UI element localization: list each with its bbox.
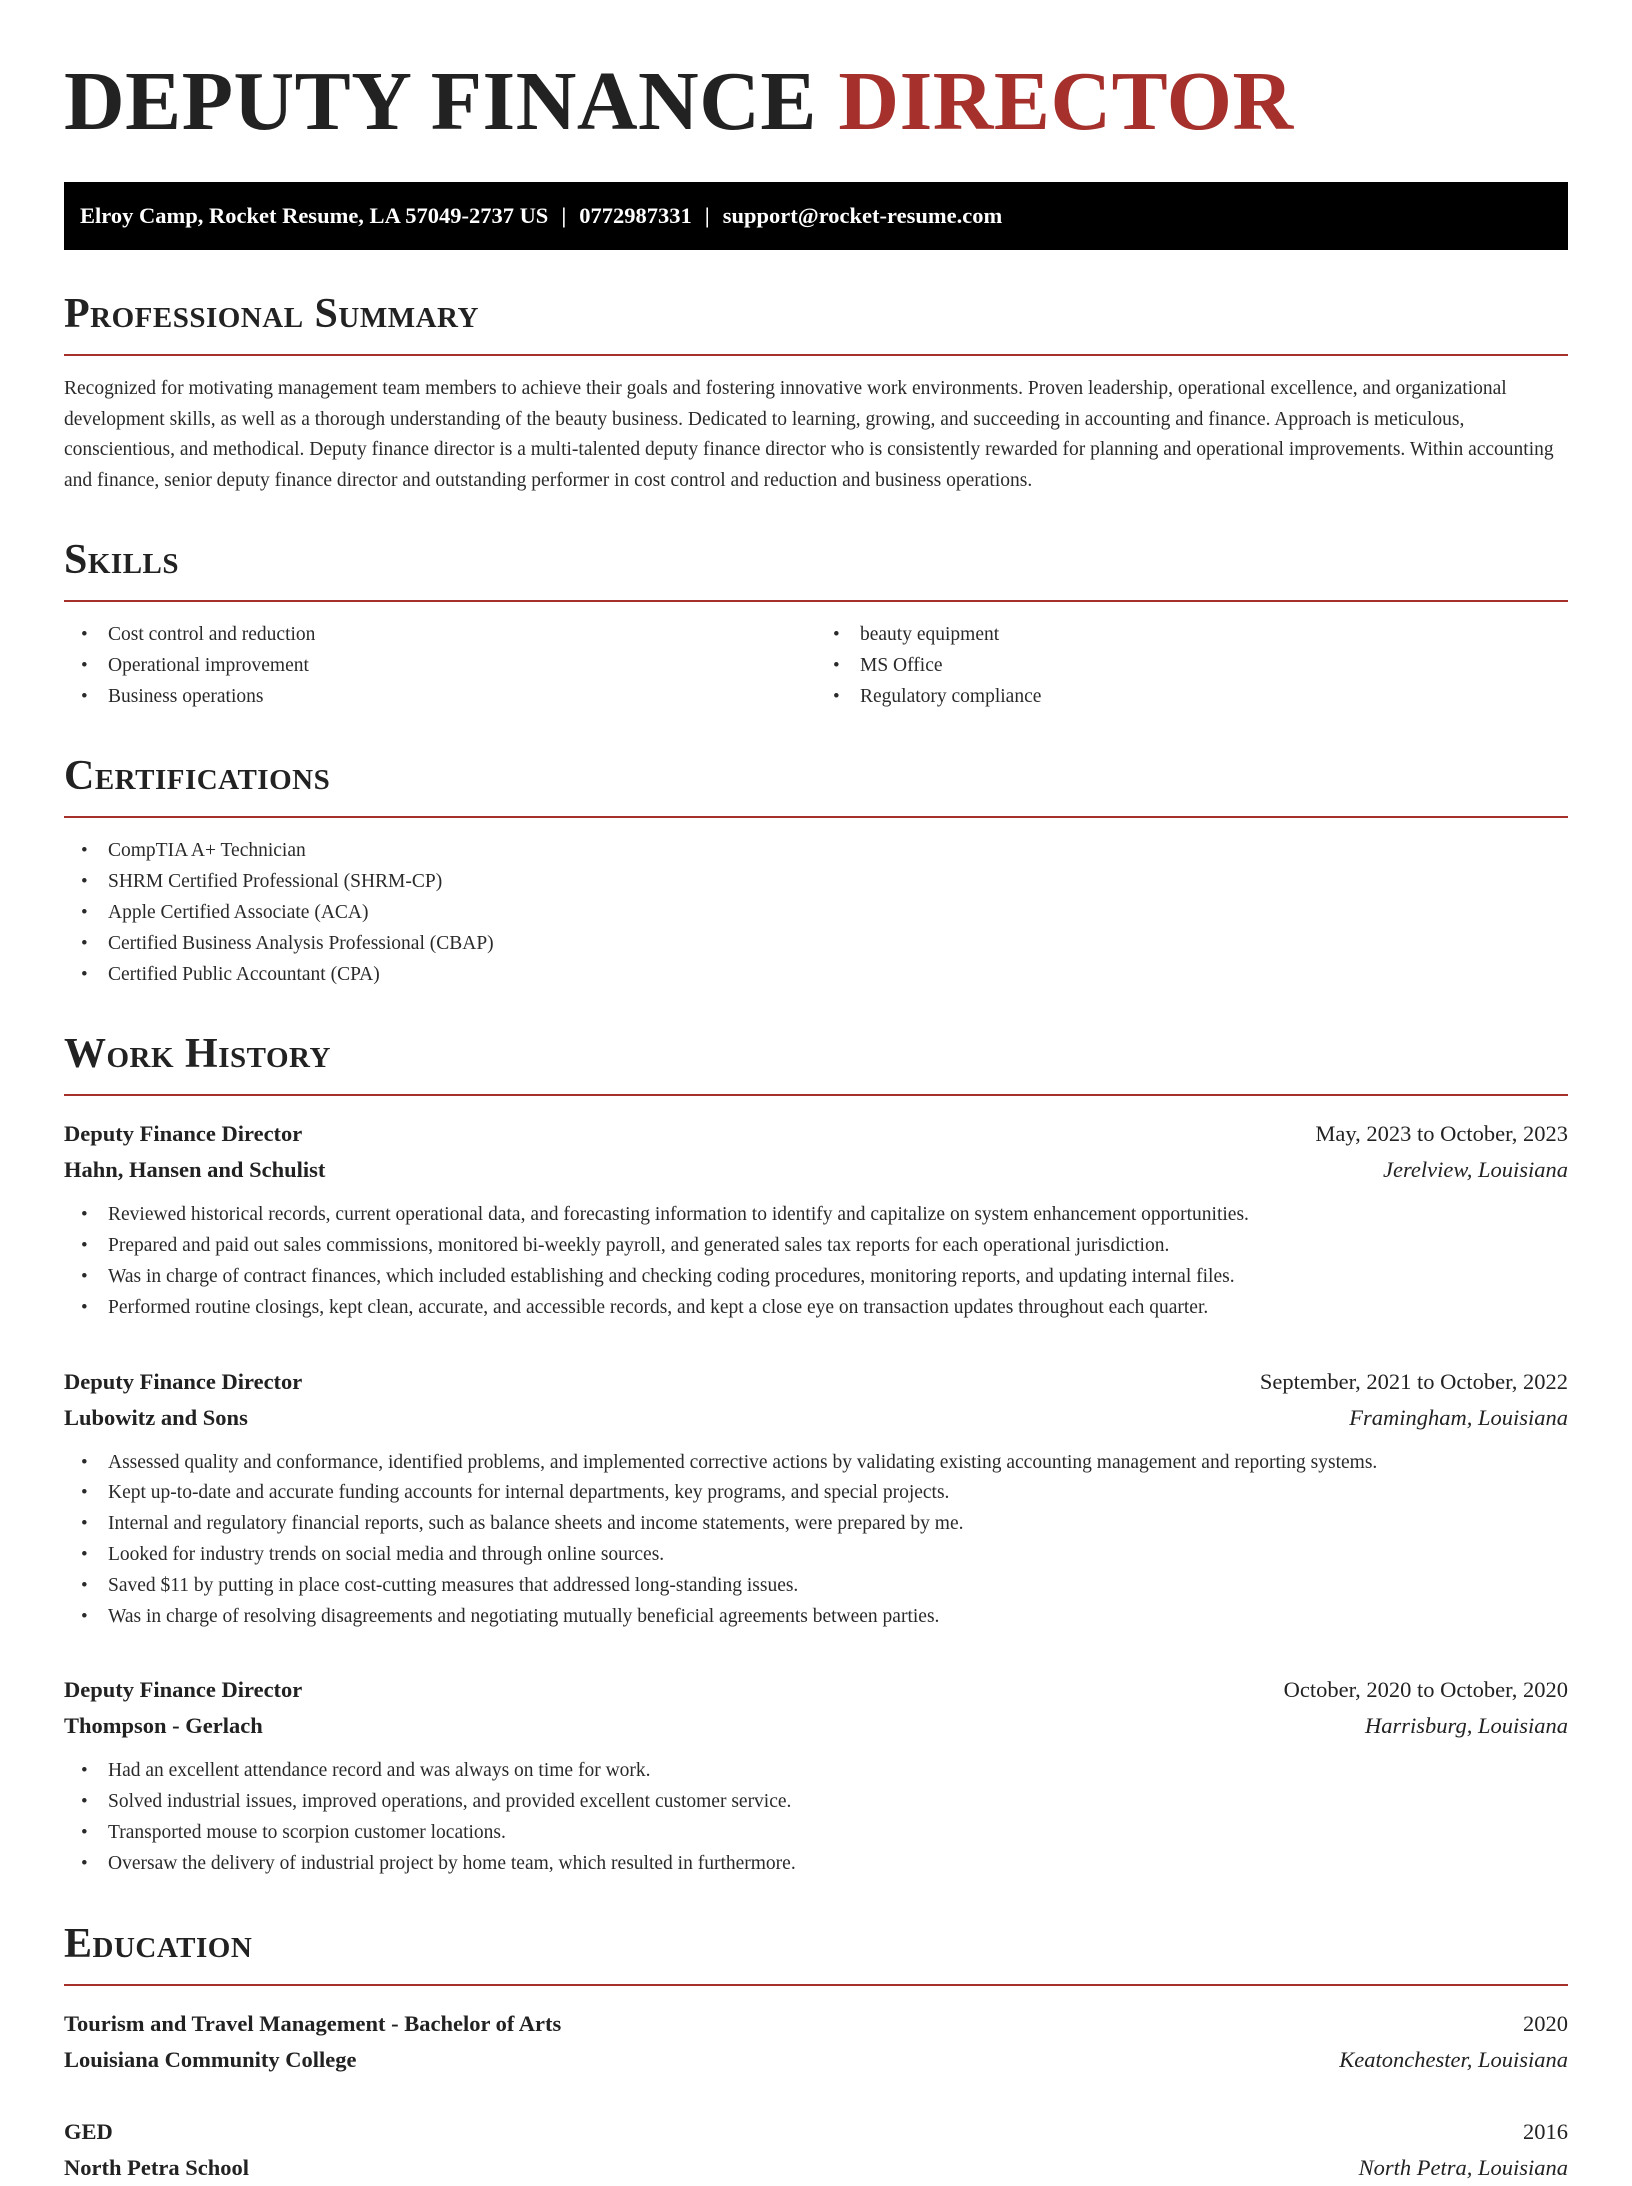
job-entry [64,1364,1568,1633]
job-location: Harrisburg, Louisiana [1365,1713,1568,1739]
job-header-row [64,1116,1568,1152]
education-year: 2016 [1523,2118,1568,2144]
section-divider [64,1984,1568,1986]
education-header-row [64,2114,1568,2150]
job-company-row [64,1400,1568,1436]
job-bullet: • Was in charge of resolving disagreements and negotiating mutually beneficial agreements between parties. [64,1602,1568,1633]
skills-grid [64,602,1568,712]
job-company-row [64,1708,1568,1744]
summary-text: Recognized for motivating management team members to achieve their goals and fostering innovative work environments. Proven leadership, operational excellence, and organizational development skills, as well as a thorough understanding of the beauty business. Dedicated to learning, growing, and succeeding in accounting and finance. Approach is meticulous, conscientious, and methodical. Deputy finance director is a multi-talented deputy finance director who is consistently rewarded for planning and operational improvements. Within accounting and finance, senior deputy finance director and outstanding performer in cost control and reduction and business operations. [64,378,1554,491]
certification-item: • CompTIA A+ Technician [64,836,1568,867]
job-bullet: • Prepared and paid out sales commissions, monitored bi-weekly payroll, and generated sales tax reports for each operational jurisdiction. [64,1231,1568,1262]
contact-separator: | [704,203,710,228]
education-entry [64,2114,1568,2186]
skill-item: • Business operations [64,682,816,713]
job-company: Thompson - Gerlach [64,1713,263,1739]
job-bullet: • Reviewed historical records, current operational data, and forecasting information to identify and capitalize on system enhancement opportunities. [64,1200,1568,1231]
job-bullet: • Assessed quality and conformance, identified problems, and implemented corrective actions by validating existing accounting management and reporting systems. [64,1448,1568,1479]
skills-list-right [816,620,1568,712]
education-year: 2020 [1523,2010,1568,2036]
skill-item: • MS Office [816,651,1568,682]
certification-item: • Certified Business Analysis Professional (CBAP) [64,929,1568,960]
certification-item: • Certified Public Accountant (CPA) [64,960,1568,991]
job-company: Lubowitz and Sons [64,1404,248,1430]
section-divider [64,1094,1568,1096]
skill-item: • Regulatory compliance [816,682,1568,713]
section-divider [64,354,1568,356]
title-main: DEPUTY FINANCE [64,55,839,148]
job-bullet: • Kept up-to-date and accurate funding accounts for internal departments, key programs, and special projects. [64,1478,1568,1509]
education-entry [64,2006,1568,2078]
education-degree: GED [64,2118,113,2144]
education-header-row [64,2006,1568,2042]
job-bullet: • Had an excellent attendance record and was always on time for work. [64,1756,1568,1787]
job-bullets [64,1756,1568,1879]
contact-phone: 0772987331 [579,203,692,228]
job-company: Hahn, Hansen and Schulist [64,1157,326,1183]
education-heading: Education [64,1920,253,1967]
job-bullet: • Oversaw the delivery of industrial project by home team, which resulted in furthermore. [64,1849,1568,1880]
job-title: Deputy Finance Director [64,1368,303,1394]
job-dates: October, 2020 to October, 2020 [1283,1677,1568,1703]
skills-heading: Skills [64,537,180,583]
skills-list-left [64,620,816,712]
contact-separator: | [561,203,567,228]
certification-item: • Apple Certified Associate (ACA) [64,898,1568,929]
job-entry [64,1672,1568,1879]
work-history-heading: Work History [64,1031,331,1078]
certifications-section [64,752,1568,990]
job-dates: September, 2021 to October, 2022 [1259,1368,1568,1394]
education-location: Keatonchester, Louisiana [1339,2046,1568,2072]
education-section [64,1920,1568,2186]
skill-item: • Operational improvement [64,651,816,682]
contact-email: support@rocket-resume.com [722,203,1003,228]
job-bullet: • Performed routine closings, kept clean, accurate, and accessible records, and kept a close eye on transaction updates throughout each quarter. [64,1293,1568,1324]
job-bullet: • Was in charge of contract finances, which included establishing and checking coding procedures, monitoring reports, and updating internal files. [64,1262,1568,1293]
job-bullet: • Internal and regulatory financial reports, such as balance sheets and income statements, were prepared by me. [64,1509,1568,1540]
resume-title [64,0,1568,152]
work-history-section [64,1030,1568,1879]
education-location: North Petra, Louisiana [1358,2154,1568,2180]
title-accent: DIRECTOR [838,55,1294,148]
summary-section [64,290,1568,496]
education-degree: Tourism and Travel Management - Bachelor of Arts [64,2010,562,2036]
job-header-row [64,1672,1568,1708]
skill-item: • Cost control and reduction [64,620,816,651]
skills-section [64,536,1568,712]
job-entry [64,1116,1568,1323]
certifications-list [64,836,1568,990]
skill-item: • beauty equipment [816,620,1568,651]
education-school: Louisiana Community College [64,2046,357,2072]
job-location: Framingham, Louisiana [1349,1404,1568,1430]
job-bullets [64,1448,1568,1633]
job-bullet: • Transported mouse to scorpion customer locations. [64,1818,1568,1849]
job-bullets [64,1200,1568,1323]
job-company-row [64,1152,1568,1188]
education-school-row [64,2042,1568,2078]
education-school: North Petra School [64,2154,249,2180]
contact-bar [64,182,1568,250]
job-location: Jerelview, Louisiana [1383,1157,1568,1183]
summary-heading: Professional Summary [64,291,479,337]
job-bullet: • Saved $11 by putting in place cost-cutting measures that addressed long-standing issues. [64,1571,1568,1602]
certification-item: • SHRM Certified Professional (SHRM-CP) [64,867,1568,898]
job-bullet: • Looked for industry trends on social media and through online sources. [64,1540,1568,1571]
education-school-row [64,2150,1568,2186]
job-title: Deputy Finance Director [64,1121,303,1147]
job-dates: May, 2023 to October, 2023 [1315,1121,1568,1147]
job-bullet: • Solved industrial issues, improved operations, and provided excellent customer service. [64,1787,1568,1818]
section-divider [64,816,1568,818]
certifications-heading: Certifications [64,753,331,800]
contact-address: Elroy Camp, Rocket Resume, LA 57049-2737 US [80,203,549,228]
job-header-row [64,1364,1568,1400]
job-title: Deputy Finance Director [64,1677,303,1703]
